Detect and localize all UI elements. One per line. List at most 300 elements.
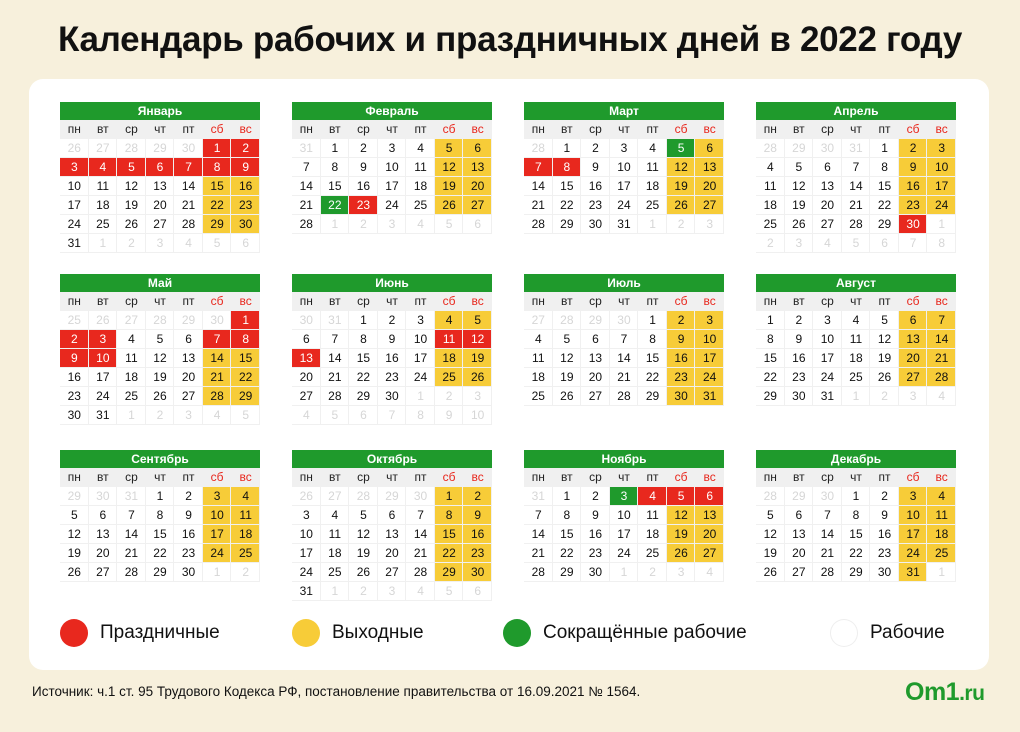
day-cell: 3 bbox=[667, 563, 696, 582]
day-cell: 9 bbox=[463, 506, 492, 525]
day-cell: 27 bbox=[524, 311, 553, 330]
day-cell: 15 bbox=[638, 349, 667, 368]
weekday-header: вт bbox=[89, 292, 118, 311]
day-cell: 9 bbox=[870, 506, 899, 525]
day-cell: 14 bbox=[174, 177, 203, 196]
day-cell: 18 bbox=[89, 196, 118, 215]
day-cell: 17 bbox=[695, 349, 724, 368]
day-cell: 20 bbox=[899, 349, 928, 368]
day-cell: 30 bbox=[89, 487, 118, 506]
day-cell: 28 bbox=[610, 387, 639, 406]
weekday-header: вс bbox=[927, 120, 956, 139]
day-cell: 12 bbox=[349, 525, 378, 544]
day-cell: 16 bbox=[60, 368, 89, 387]
day-cell: 7 bbox=[378, 406, 407, 425]
day-cell: 19 bbox=[667, 177, 696, 196]
legend-shortened-label: Сокращённые рабочие bbox=[543, 622, 747, 643]
day-cell: 10 bbox=[378, 158, 407, 177]
day-cell: 2 bbox=[231, 139, 260, 158]
weekday-header: пт bbox=[406, 468, 435, 487]
weekday-header: вс bbox=[695, 292, 724, 311]
day-cell: 11 bbox=[231, 506, 260, 525]
day-cell: 1 bbox=[203, 139, 232, 158]
day-cell: 31 bbox=[842, 139, 871, 158]
day-cell: 27 bbox=[321, 487, 350, 506]
day-cell: 16 bbox=[581, 177, 610, 196]
day-cell: 6 bbox=[231, 234, 260, 253]
day-cell: 14 bbox=[524, 525, 553, 544]
legend-working-label: Рабочие bbox=[870, 622, 945, 643]
day-cell: 6 bbox=[899, 311, 928, 330]
day-cell: 27 bbox=[89, 139, 118, 158]
day-cell: 1 bbox=[349, 311, 378, 330]
weekday-header: чт bbox=[146, 292, 175, 311]
day-cell: 2 bbox=[349, 139, 378, 158]
month-name: Июль bbox=[524, 274, 724, 292]
day-cell: 28 bbox=[292, 215, 321, 234]
day-cell: 14 bbox=[292, 177, 321, 196]
day-cell: 8 bbox=[638, 330, 667, 349]
weekday-header: ср bbox=[813, 120, 842, 139]
day-cell: 25 bbox=[756, 215, 785, 234]
day-cell: 26 bbox=[146, 387, 175, 406]
month-calendar bbox=[756, 102, 956, 253]
day-cell: 26 bbox=[292, 487, 321, 506]
day-cell: 21 bbox=[174, 196, 203, 215]
day-cell: 21 bbox=[927, 349, 956, 368]
day-cell: 2 bbox=[638, 563, 667, 582]
day-cell: 12 bbox=[435, 158, 464, 177]
weekday-header: вс bbox=[231, 292, 260, 311]
weekday-header: вт bbox=[553, 468, 582, 487]
day-cell: 18 bbox=[406, 177, 435, 196]
logo-main: Om1 bbox=[905, 678, 960, 706]
day-cell: 5 bbox=[870, 311, 899, 330]
day-cell: 8 bbox=[553, 158, 582, 177]
day-cell: 6 bbox=[813, 158, 842, 177]
day-cell: 4 bbox=[435, 311, 464, 330]
day-cell: 5 bbox=[349, 506, 378, 525]
day-cell: 29 bbox=[553, 215, 582, 234]
day-cell: 30 bbox=[292, 311, 321, 330]
day-cell: 26 bbox=[435, 196, 464, 215]
day-cell: 14 bbox=[203, 349, 232, 368]
day-cell: 2 bbox=[349, 582, 378, 601]
day-cell: 10 bbox=[610, 506, 639, 525]
day-cell: 30 bbox=[870, 563, 899, 582]
day-cell: 7 bbox=[927, 311, 956, 330]
day-cell: 16 bbox=[349, 177, 378, 196]
day-cell: 27 bbox=[899, 368, 928, 387]
day-cell: 1 bbox=[842, 387, 871, 406]
day-cell: 26 bbox=[756, 563, 785, 582]
day-cell: 8 bbox=[553, 506, 582, 525]
weekday-header: ср bbox=[117, 120, 146, 139]
weekday-header: пн bbox=[292, 120, 321, 139]
day-cell: 19 bbox=[756, 544, 785, 563]
page-title: Календарь рабочих и праздничных дней в 2022 году bbox=[57, 20, 963, 59]
weekday-header: чт bbox=[610, 292, 639, 311]
day-cell: 20 bbox=[89, 544, 118, 563]
day-cell: 28 bbox=[553, 311, 582, 330]
day-cell: 26 bbox=[60, 563, 89, 582]
day-cell: 4 bbox=[406, 215, 435, 234]
day-cell: 5 bbox=[203, 234, 232, 253]
weekday-header: чт bbox=[146, 468, 175, 487]
weekday-header: ср bbox=[349, 120, 378, 139]
day-cell: 26 bbox=[667, 544, 696, 563]
day-cell: 3 bbox=[146, 234, 175, 253]
day-cell: 4 bbox=[927, 487, 956, 506]
month-name: Сентябрь bbox=[60, 450, 260, 468]
day-cell: 13 bbox=[463, 158, 492, 177]
weekday-header: вт bbox=[785, 292, 814, 311]
day-cell: 26 bbox=[60, 139, 89, 158]
om1-logo[interactable] bbox=[905, 678, 984, 707]
day-cell: 12 bbox=[553, 349, 582, 368]
weekday-header: вт bbox=[785, 468, 814, 487]
month-calendar bbox=[292, 274, 492, 425]
day-grid bbox=[756, 120, 956, 253]
day-cell: 2 bbox=[870, 387, 899, 406]
day-cell: 4 bbox=[842, 311, 871, 330]
day-cell: 2 bbox=[231, 563, 260, 582]
day-cell: 29 bbox=[842, 563, 871, 582]
day-cell: 12 bbox=[667, 158, 696, 177]
weekday-header: чт bbox=[378, 468, 407, 487]
day-cell: 22 bbox=[435, 544, 464, 563]
day-cell: 16 bbox=[231, 177, 260, 196]
day-cell: 19 bbox=[870, 349, 899, 368]
weekend-dot-icon bbox=[292, 619, 320, 647]
day-cell: 7 bbox=[174, 158, 203, 177]
day-cell: 31 bbox=[813, 387, 842, 406]
month-name: Май bbox=[60, 274, 260, 292]
legend-shortened bbox=[503, 616, 747, 650]
day-cell: 3 bbox=[89, 330, 118, 349]
day-cell: 14 bbox=[117, 525, 146, 544]
day-cell: 8 bbox=[146, 506, 175, 525]
weekday-header: вс bbox=[927, 468, 956, 487]
day-cell: 21 bbox=[524, 544, 553, 563]
day-cell: 22 bbox=[349, 368, 378, 387]
day-cell: 5 bbox=[463, 311, 492, 330]
day-cell: 19 bbox=[667, 525, 696, 544]
day-cell: 4 bbox=[231, 487, 260, 506]
day-cell: 7 bbox=[524, 158, 553, 177]
weekday-header: пт bbox=[406, 120, 435, 139]
day-cell: 23 bbox=[60, 387, 89, 406]
day-cell: 18 bbox=[524, 368, 553, 387]
day-cell: 28 bbox=[524, 563, 553, 582]
day-cell: 6 bbox=[463, 139, 492, 158]
day-cell: 27 bbox=[463, 196, 492, 215]
weekday-header: ср bbox=[581, 468, 610, 487]
day-cell: 3 bbox=[695, 311, 724, 330]
day-cell: 2 bbox=[146, 406, 175, 425]
day-cell: 1 bbox=[870, 139, 899, 158]
month-name: Ноябрь bbox=[524, 450, 724, 468]
day-grid bbox=[756, 292, 956, 406]
day-cell: 3 bbox=[406, 311, 435, 330]
day-cell: 30 bbox=[813, 139, 842, 158]
day-cell: 28 bbox=[813, 563, 842, 582]
day-cell: 8 bbox=[349, 330, 378, 349]
day-cell: 3 bbox=[695, 215, 724, 234]
day-cell: 8 bbox=[756, 330, 785, 349]
day-cell: 2 bbox=[667, 311, 696, 330]
day-cell: 20 bbox=[378, 544, 407, 563]
day-cell: 26 bbox=[117, 215, 146, 234]
day-cell: 2 bbox=[667, 215, 696, 234]
weekday-header: вс bbox=[927, 292, 956, 311]
day-cell: 5 bbox=[435, 582, 464, 601]
holiday-dot-icon bbox=[60, 619, 88, 647]
day-cell: 28 bbox=[117, 139, 146, 158]
day-cell: 3 bbox=[60, 158, 89, 177]
day-cell: 17 bbox=[203, 525, 232, 544]
weekday-header: вт bbox=[321, 468, 350, 487]
day-cell: 7 bbox=[524, 506, 553, 525]
day-cell: 16 bbox=[870, 525, 899, 544]
day-cell: 20 bbox=[695, 177, 724, 196]
weekday-header: чт bbox=[842, 292, 871, 311]
day-cell: 2 bbox=[174, 487, 203, 506]
day-cell: 26 bbox=[870, 368, 899, 387]
day-cell: 26 bbox=[463, 368, 492, 387]
day-cell: 24 bbox=[89, 387, 118, 406]
weekday-header: сб bbox=[435, 292, 464, 311]
day-cell: 23 bbox=[463, 544, 492, 563]
day-cell: 7 bbox=[610, 330, 639, 349]
day-cell: 2 bbox=[60, 330, 89, 349]
day-cell: 29 bbox=[870, 215, 899, 234]
weekday-header: вт bbox=[785, 120, 814, 139]
day-cell: 10 bbox=[203, 506, 232, 525]
day-cell: 24 bbox=[695, 368, 724, 387]
day-cell: 31 bbox=[321, 311, 350, 330]
day-grid bbox=[60, 120, 260, 253]
day-cell: 20 bbox=[292, 368, 321, 387]
day-cell: 4 bbox=[117, 330, 146, 349]
day-cell: 30 bbox=[463, 563, 492, 582]
day-cell: 12 bbox=[785, 177, 814, 196]
day-cell: 29 bbox=[231, 387, 260, 406]
day-grid bbox=[756, 468, 956, 582]
day-cell: 27 bbox=[581, 387, 610, 406]
month-calendar bbox=[60, 274, 260, 425]
weekday-header: вт bbox=[321, 120, 350, 139]
day-cell: 12 bbox=[756, 525, 785, 544]
day-cell: 9 bbox=[231, 158, 260, 177]
weekday-header: чт bbox=[146, 120, 175, 139]
day-cell: 16 bbox=[378, 349, 407, 368]
day-cell: 24 bbox=[378, 196, 407, 215]
day-cell: 5 bbox=[60, 506, 89, 525]
month-calendar bbox=[524, 450, 724, 582]
day-cell: 18 bbox=[321, 544, 350, 563]
weekday-header: ср bbox=[349, 292, 378, 311]
day-cell: 15 bbox=[756, 349, 785, 368]
day-cell: 1 bbox=[553, 487, 582, 506]
day-cell: 12 bbox=[463, 330, 492, 349]
day-cell: 18 bbox=[638, 525, 667, 544]
day-cell: 5 bbox=[842, 234, 871, 253]
weekday-header: чт bbox=[842, 468, 871, 487]
day-cell: 31 bbox=[117, 487, 146, 506]
weekday-header: пн bbox=[524, 468, 553, 487]
day-cell: 15 bbox=[553, 525, 582, 544]
day-cell: 30 bbox=[406, 487, 435, 506]
day-cell: 3 bbox=[785, 234, 814, 253]
weekday-header: ср bbox=[813, 292, 842, 311]
day-cell: 31 bbox=[89, 406, 118, 425]
day-cell: 3 bbox=[378, 215, 407, 234]
day-cell: 12 bbox=[667, 506, 696, 525]
day-cell: 26 bbox=[667, 196, 696, 215]
day-grid bbox=[524, 292, 724, 406]
day-cell: 21 bbox=[406, 544, 435, 563]
day-cell: 24 bbox=[406, 368, 435, 387]
day-cell: 29 bbox=[435, 563, 464, 582]
day-cell: 8 bbox=[231, 330, 260, 349]
day-cell: 19 bbox=[553, 368, 582, 387]
day-cell: 7 bbox=[899, 234, 928, 253]
weekday-header: сб bbox=[435, 468, 464, 487]
day-cell: 20 bbox=[785, 544, 814, 563]
weekday-header: чт bbox=[378, 120, 407, 139]
weekday-header: сб bbox=[667, 292, 696, 311]
day-cell: 7 bbox=[842, 158, 871, 177]
day-cell: 12 bbox=[146, 349, 175, 368]
day-cell: 8 bbox=[435, 506, 464, 525]
day-cell: 21 bbox=[813, 544, 842, 563]
day-cell: 15 bbox=[553, 177, 582, 196]
day-cell: 31 bbox=[899, 563, 928, 582]
day-cell: 18 bbox=[756, 196, 785, 215]
day-cell: 30 bbox=[174, 563, 203, 582]
day-cell: 29 bbox=[349, 387, 378, 406]
day-cell: 10 bbox=[60, 177, 89, 196]
day-cell: 29 bbox=[553, 563, 582, 582]
day-cell: 4 bbox=[756, 158, 785, 177]
day-cell: 11 bbox=[435, 330, 464, 349]
month-calendar bbox=[756, 450, 956, 582]
day-cell: 6 bbox=[292, 330, 321, 349]
day-cell: 5 bbox=[667, 139, 696, 158]
weekday-header: сб bbox=[899, 120, 928, 139]
day-cell: 31 bbox=[292, 139, 321, 158]
day-cell: 13 bbox=[785, 525, 814, 544]
day-cell: 25 bbox=[89, 215, 118, 234]
day-cell: 4 bbox=[292, 406, 321, 425]
day-cell: 19 bbox=[435, 177, 464, 196]
legend-weekend bbox=[292, 616, 424, 650]
day-cell: 21 bbox=[203, 368, 232, 387]
weekday-header: пт bbox=[638, 468, 667, 487]
day-cell: 14 bbox=[842, 177, 871, 196]
day-cell: 5 bbox=[117, 158, 146, 177]
day-cell: 4 bbox=[89, 158, 118, 177]
day-cell: 16 bbox=[667, 349, 696, 368]
day-cell: 17 bbox=[610, 525, 639, 544]
day-cell: 2 bbox=[378, 311, 407, 330]
day-cell: 6 bbox=[870, 234, 899, 253]
day-cell: 29 bbox=[174, 311, 203, 330]
day-cell: 8 bbox=[203, 158, 232, 177]
day-cell: 7 bbox=[292, 158, 321, 177]
day-cell: 5 bbox=[231, 406, 260, 425]
weekday-header: чт bbox=[610, 468, 639, 487]
day-cell: 1 bbox=[406, 387, 435, 406]
weekday-header: ср bbox=[349, 468, 378, 487]
day-cell: 13 bbox=[813, 177, 842, 196]
weekday-header: пн bbox=[524, 120, 553, 139]
day-cell: 8 bbox=[870, 158, 899, 177]
day-cell: 1 bbox=[927, 563, 956, 582]
day-cell: 18 bbox=[117, 368, 146, 387]
day-cell: 12 bbox=[117, 177, 146, 196]
month-calendar bbox=[60, 102, 260, 253]
day-cell: 18 bbox=[231, 525, 260, 544]
calendar-panel bbox=[29, 79, 989, 670]
weekday-header: пн bbox=[60, 120, 89, 139]
day-cell: 10 bbox=[813, 330, 842, 349]
day-cell: 9 bbox=[581, 506, 610, 525]
day-cell: 10 bbox=[899, 506, 928, 525]
day-cell: 19 bbox=[117, 196, 146, 215]
day-cell: 28 bbox=[117, 563, 146, 582]
weekday-header: вс bbox=[463, 120, 492, 139]
day-cell: 30 bbox=[785, 387, 814, 406]
weekday-header: пт bbox=[406, 292, 435, 311]
day-cell: 27 bbox=[785, 563, 814, 582]
day-cell: 14 bbox=[406, 525, 435, 544]
day-cell: 31 bbox=[292, 582, 321, 601]
day-cell: 25 bbox=[60, 311, 89, 330]
day-cell: 19 bbox=[785, 196, 814, 215]
day-cell: 17 bbox=[292, 544, 321, 563]
weekday-header: ср bbox=[581, 292, 610, 311]
day-cell: 31 bbox=[60, 234, 89, 253]
day-cell: 22 bbox=[203, 196, 232, 215]
day-cell: 3 bbox=[813, 311, 842, 330]
day-cell: 29 bbox=[638, 387, 667, 406]
day-cell: 30 bbox=[899, 215, 928, 234]
day-cell: 1 bbox=[638, 311, 667, 330]
day-cell: 27 bbox=[117, 311, 146, 330]
day-cell: 22 bbox=[321, 196, 350, 215]
weekday-header: чт bbox=[842, 120, 871, 139]
day-cell: 14 bbox=[321, 349, 350, 368]
weekday-header: пт bbox=[174, 468, 203, 487]
day-cell: 25 bbox=[638, 544, 667, 563]
weekday-header: сб bbox=[203, 292, 232, 311]
month-name: Февраль bbox=[292, 102, 492, 120]
day-cell: 2 bbox=[117, 234, 146, 253]
day-cell: 14 bbox=[524, 177, 553, 196]
weekday-header: пн bbox=[60, 468, 89, 487]
day-cell: 4 bbox=[638, 139, 667, 158]
day-cell: 7 bbox=[117, 506, 146, 525]
month-name: Июнь bbox=[292, 274, 492, 292]
day-cell: 16 bbox=[785, 349, 814, 368]
day-cell: 13 bbox=[89, 525, 118, 544]
month-calendar bbox=[292, 102, 492, 234]
day-cell: 26 bbox=[349, 563, 378, 582]
day-cell: 23 bbox=[667, 368, 696, 387]
day-cell: 17 bbox=[927, 177, 956, 196]
